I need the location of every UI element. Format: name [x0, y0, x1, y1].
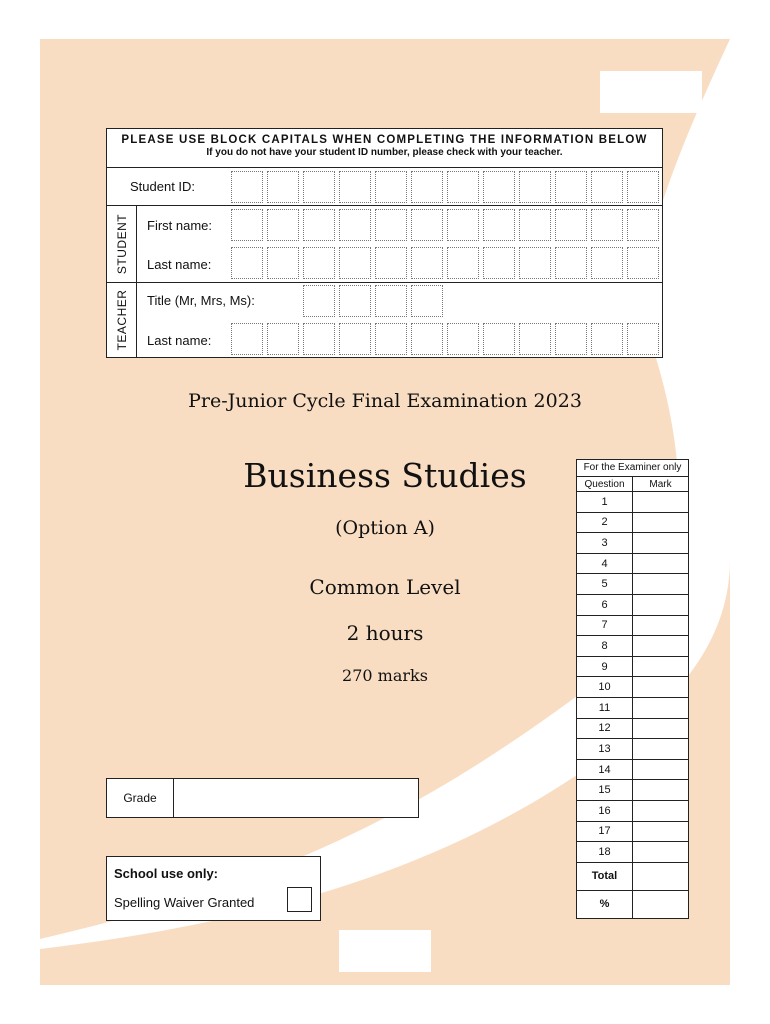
- level-label: Common Level: [309, 575, 461, 599]
- first-name-box[interactable]: [267, 209, 299, 241]
- school-use-box: [106, 856, 321, 921]
- student-id-box[interactable]: [447, 171, 479, 203]
- mark-cell[interactable]: [633, 697, 689, 718]
- total-label: Total: [577, 862, 633, 890]
- student-id-box[interactable]: [303, 171, 335, 203]
- question-number: 4: [577, 553, 633, 574]
- first-name-box[interactable]: [411, 209, 443, 241]
- question-number: 8: [577, 636, 633, 657]
- form-instructions: [107, 129, 662, 168]
- mark-cell[interactable]: [633, 492, 689, 513]
- question-row: [577, 718, 688, 739]
- question-column-header: Question: [577, 477, 633, 492]
- question-row: [577, 615, 688, 636]
- question-number: 16: [577, 800, 633, 821]
- student-last-name-box[interactable]: [519, 247, 551, 279]
- student-id-box[interactable]: [483, 171, 515, 203]
- mark-cell[interactable]: [633, 615, 689, 636]
- question-number: 1: [577, 492, 633, 513]
- first-name-box[interactable]: [231, 209, 263, 241]
- mark-cell[interactable]: [633, 574, 689, 595]
- first-name-box[interactable]: [519, 209, 551, 241]
- question-row: [577, 594, 688, 615]
- student-last-name-box[interactable]: [231, 247, 263, 279]
- mark-cell[interactable]: [633, 759, 689, 780]
- percent-label: %: [577, 890, 633, 918]
- first-name-box[interactable]: [591, 209, 623, 241]
- student-id-box[interactable]: [627, 171, 659, 203]
- first-name-box[interactable]: [375, 209, 407, 241]
- question-number: 3: [577, 533, 633, 554]
- mark-cell[interactable]: [633, 718, 689, 739]
- student-last-name-box[interactable]: [411, 247, 443, 279]
- student-last-name-box[interactable]: [555, 247, 587, 279]
- first-name-box[interactable]: [339, 209, 371, 241]
- mark-cell[interactable]: [633, 553, 689, 574]
- first-name-box[interactable]: [447, 209, 479, 241]
- teacher-last-name-box[interactable]: [483, 323, 515, 355]
- question-row: [577, 553, 688, 574]
- question-row: [577, 656, 688, 677]
- teacher-last-name-box[interactable]: [375, 323, 407, 355]
- teacher-section: [107, 283, 137, 357]
- student-last-name-box[interactable]: [375, 247, 407, 279]
- teacher-last-name-box[interactable]: [519, 323, 551, 355]
- teacher-title-box[interactable]: [339, 285, 371, 317]
- question-number: 9: [577, 656, 633, 677]
- question-row: [577, 759, 688, 780]
- student-id-box[interactable]: [339, 171, 371, 203]
- grade-box: [106, 778, 419, 818]
- question-row: [577, 739, 688, 760]
- mark-cell[interactable]: [633, 842, 689, 863]
- teacher-title-box[interactable]: [303, 285, 335, 317]
- question-number: 12: [577, 718, 633, 739]
- subject-title: Business Studies: [243, 456, 527, 495]
- mark-cell[interactable]: [633, 512, 689, 533]
- student-id-box[interactable]: [591, 171, 623, 203]
- first-name-box[interactable]: [483, 209, 515, 241]
- divider: [107, 282, 662, 283]
- teacher-last-name-box[interactable]: [591, 323, 623, 355]
- student-information-form: [106, 128, 663, 358]
- instruction-subheading: If you do not have your student ID number, please check with your teacher.: [206, 147, 563, 158]
- mark-cell[interactable]: [633, 739, 689, 760]
- mark-column-header: Mark: [633, 477, 689, 492]
- mark-cell[interactable]: [633, 800, 689, 821]
- first-name-label: First name:: [147, 218, 213, 233]
- student-id-box[interactable]: [267, 171, 299, 203]
- grade-label: Grade: [107, 779, 174, 817]
- duration-label: 2 hours: [346, 621, 424, 645]
- teacher-last-name-box[interactable]: [411, 323, 443, 355]
- teacher-section-label: TEACHER: [114, 289, 129, 351]
- teacher-last-name-box[interactable]: [267, 323, 299, 355]
- question-number: 10: [577, 677, 633, 698]
- school-use-title: School use only:: [114, 866, 219, 881]
- question-number: 13: [577, 739, 633, 760]
- student-last-name-label: Last name:: [147, 257, 212, 272]
- student-last-name-box[interactable]: [303, 247, 335, 279]
- teacher-last-name-box[interactable]: [447, 323, 479, 355]
- teacher-last-name-box[interactable]: [627, 323, 659, 355]
- question-row: [577, 533, 688, 554]
- question-number: 14: [577, 759, 633, 780]
- question-row: [577, 842, 688, 863]
- spelling-waiver-checkbox[interactable]: [287, 887, 312, 912]
- student-id-box[interactable]: [555, 171, 587, 203]
- reference-box: [600, 71, 702, 113]
- question-number: 18: [577, 842, 633, 863]
- student-last-name-box[interactable]: [483, 247, 515, 279]
- teacher-last-name-box[interactable]: [303, 323, 335, 355]
- student-id-box[interactable]: [231, 171, 263, 203]
- question-number: 2: [577, 512, 633, 533]
- page-footer-box: [339, 930, 431, 972]
- question-row: [577, 636, 688, 657]
- student-last-name-box[interactable]: [627, 247, 659, 279]
- question-row: [577, 697, 688, 718]
- mark-cell[interactable]: [633, 677, 689, 698]
- student-last-name-box[interactable]: [339, 247, 371, 279]
- question-number: 15: [577, 780, 633, 801]
- student-id-box[interactable]: [519, 171, 551, 203]
- question-number: 6: [577, 594, 633, 615]
- first-name-box[interactable]: [555, 209, 587, 241]
- student-section: [107, 206, 137, 282]
- student-last-name-box[interactable]: [447, 247, 479, 279]
- student-last-name-box[interactable]: [267, 247, 299, 279]
- teacher-title-box[interactable]: [375, 285, 407, 317]
- teacher-last-name-box[interactable]: [555, 323, 587, 355]
- question-row: [577, 492, 688, 513]
- student-id-label: Student ID:: [130, 179, 196, 194]
- teacher-last-name-label: Last name:: [147, 333, 212, 348]
- percent-row: [577, 890, 688, 918]
- question-row: [577, 574, 688, 595]
- mark-cell[interactable]: [633, 656, 689, 677]
- total-marks-label: 270 marks: [342, 666, 428, 685]
- teacher-last-name-box[interactable]: [339, 323, 371, 355]
- examiner-caption: For the Examiner only: [577, 460, 688, 477]
- mark-cell[interactable]: [633, 821, 689, 842]
- teacher-last-name-box[interactable]: [231, 323, 263, 355]
- mark-cell[interactable]: [633, 636, 689, 657]
- question-row: [577, 677, 688, 698]
- total-row: [577, 862, 688, 890]
- examiner-marks-table: [576, 459, 689, 919]
- student-last-name-box[interactable]: [591, 247, 623, 279]
- student-id-box[interactable]: [411, 171, 443, 203]
- exam-title: Pre-Junior Cycle Final Examination 2023: [188, 390, 582, 412]
- question-number: 11: [577, 697, 633, 718]
- question-number: 5: [577, 574, 633, 595]
- mark-cell[interactable]: [633, 533, 689, 554]
- question-row: [577, 800, 688, 821]
- spelling-waiver-label: Spelling Waiver Granted: [114, 895, 255, 910]
- student-section-label: STUDENT: [114, 213, 129, 275]
- percent-mark-cell[interactable]: [633, 890, 689, 918]
- divider: [107, 205, 662, 206]
- question-number: 7: [577, 615, 633, 636]
- student-id-box[interactable]: [375, 171, 407, 203]
- question-row: [577, 512, 688, 533]
- first-name-box[interactable]: [303, 209, 335, 241]
- mark-cell[interactable]: [633, 594, 689, 615]
- teacher-title-box[interactable]: [411, 285, 443, 317]
- mark-cell[interactable]: [633, 780, 689, 801]
- question-row: [577, 780, 688, 801]
- total-mark-cell[interactable]: [633, 862, 689, 890]
- title-label: Title (Mr, Mrs, Ms):: [147, 293, 255, 308]
- question-row: [577, 821, 688, 842]
- instruction-heading: PLEASE USE BLOCK CAPITALS WHEN COMPLETING THE INFORMATION BELOW: [121, 134, 648, 146]
- question-number: 17: [577, 821, 633, 842]
- first-name-box[interactable]: [627, 209, 659, 241]
- option-label: (Option A): [335, 517, 435, 539]
